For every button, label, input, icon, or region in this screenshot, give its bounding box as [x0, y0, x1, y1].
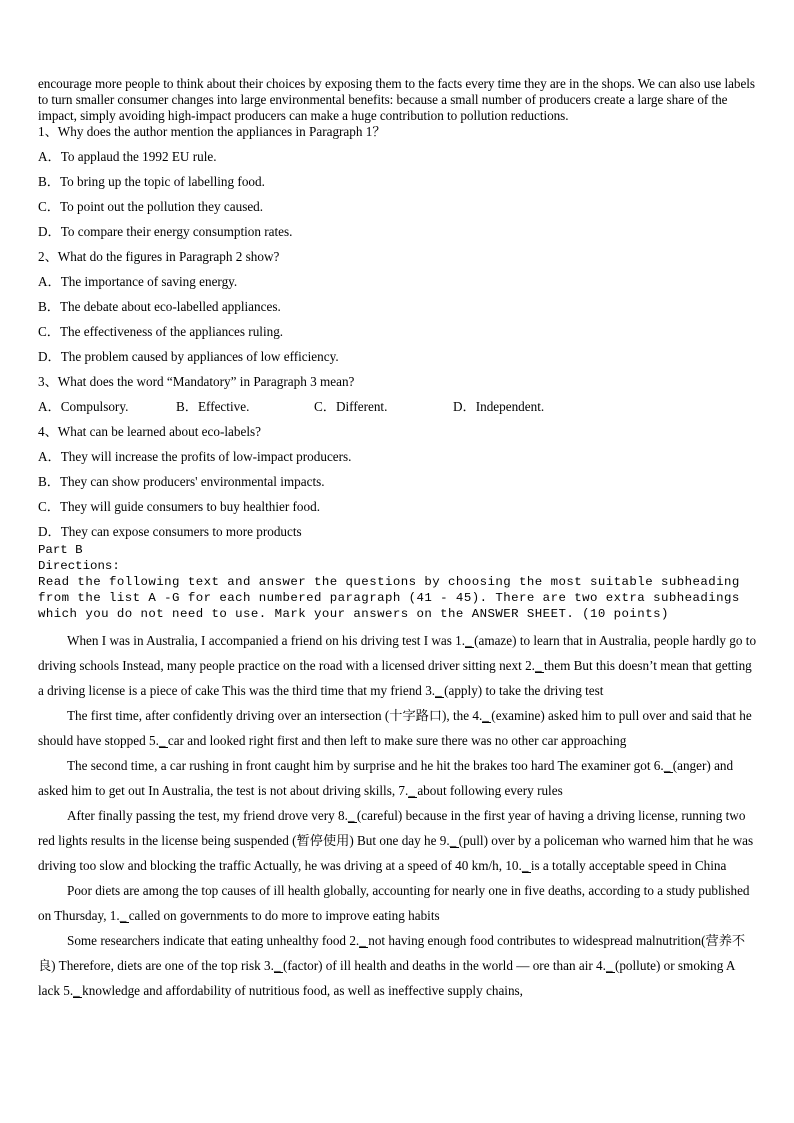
- option-c[interactable]: C．Different.: [314, 399, 388, 414]
- directions-label: Directions:: [38, 559, 120, 573]
- option-d[interactable]: D．The problem caused by appliances of low efficiency.: [38, 349, 339, 364]
- passage-paragraph: When I was in Australia, I accompanied a friend on his driving test I was 1._ (amaze) to learn that in Australia, people hardly go to driving schools Instead, many people practice on the road with a licensed driver sitting next 2._ them But this doesn’t mean that getting a driving license is a piece of cake This was the third time that my friend 3._ (apply) to take the driving test: [38, 633, 757, 698]
- answer-blank[interactable]: _: [159, 734, 168, 748]
- option-a[interactable]: A．Compulsory.: [38, 399, 129, 414]
- option-d[interactable]: D．To compare their energy consumption rates.: [38, 224, 293, 239]
- part-b-title: Part B: [38, 543, 83, 557]
- options-row: [38, 399, 758, 424]
- option-d[interactable]: D．Independent.: [453, 399, 545, 414]
- passage-paragraph: The first time, after confidently driving over an intersection (十字路口), the 4._ (examine) asked him to pull over and said that he should have stopped 5._ car and looked right first and then left to make sure there was no other car approaching: [38, 708, 752, 748]
- option-b[interactable]: B．They can show producers' environmental impacts.: [38, 474, 325, 489]
- intro-text: encourage more people to think about their choices by exposing them to the facts every time they are in the shops. We can also use labels to turn smaller consumer changes into large environmental benefits: because a small number of producers create a large share of the impact, simply avoiding high-impact producers can make a huge contribution to pollution reductions.: [38, 76, 755, 123]
- option-b[interactable]: B．The debate about eco-labelled appliances.: [38, 299, 281, 314]
- option-c[interactable]: C．The effectiveness of the appliances ruling.: [38, 324, 284, 339]
- answer-blank[interactable]: _: [120, 909, 129, 923]
- option-b[interactable]: B．To bring up the topic of labelling food.: [38, 174, 265, 189]
- document-page: [38, 76, 758, 1003]
- option-a[interactable]: A．To applaud the 1992 EU rule.: [38, 149, 217, 164]
- intro-paragraph: [38, 76, 758, 124]
- option-c[interactable]: C．They will guide consumers to buy healthier food.: [38, 499, 321, 514]
- question-stem: 3、What does the word “Mandatory” in Paragraph 3 mean?: [38, 374, 355, 389]
- answer-blank[interactable]: _: [664, 759, 673, 773]
- option-a[interactable]: A．The importance of saving energy.: [38, 274, 238, 289]
- question-2: [38, 249, 758, 374]
- passage-paragraph: Some researchers indicate that eating unhealthy food 2._ not having enough food contributes to widespread malnutrition(营养不良) Therefore, diets are one of the top risk 3._ (factor) of ill health and deaths in the world — ore than air 4._ (pollute) or smoking A lack 5._ knowledge and affordability of nutritious food, as well as ineffective supply chains,: [38, 933, 746, 998]
- part-b-section: [38, 542, 758, 622]
- passage-paragraph: After finally passing the test, my friend drove very 8._ (careful) because in the first year of having a driving license, running two red lights results in the license being suspended (暂停使用) But one day he 9._ (pull) over by a policeman who warned him that he was driving too slow and blocking the traffic Actually, he was driving at a speed of 40 km/h, 10._ is a totally acceptable speed in China: [38, 808, 754, 873]
- question-4: [38, 424, 758, 540]
- question-1: [38, 124, 758, 249]
- option-b[interactable]: B．Effective.: [176, 399, 250, 414]
- passage-paragraph: Poor diets are among the top causes of ill health globally, accounting for nearly one in five deaths, according to a study published on Thursday, 1._ called on governments to do more to improve eating habits: [38, 883, 750, 923]
- answer-blank[interactable]: _: [522, 859, 531, 873]
- directions-text: Read the following text and answer the questions by choosing the most suitable subheading from the list A -G for each numbered paragraph (41 - 45). There are two extra subheadings which you do not need to use. Mark your answers on the ANSWER SHEET. (10 points): [38, 575, 740, 621]
- answer-blank[interactable]: _: [482, 709, 491, 723]
- question-stem: 4、What can be learned about eco-labels?: [38, 424, 261, 439]
- option-d[interactable]: D．They can expose consumers to more products: [38, 524, 302, 539]
- answer-blank[interactable]: _: [73, 984, 82, 998]
- option-a[interactable]: A．They will increase the profits of low-impact producers.: [38, 449, 352, 464]
- answer-blank[interactable]: _: [408, 784, 417, 798]
- answer-blank[interactable]: _: [348, 809, 357, 823]
- passage-paragraph: The second time, a car rushing in front caught him by surprise and he hit the brakes too hard The examiner got 6._ (anger) and asked him to get out In Australia, the test is not about driving skills, 7._ about following every rules: [38, 758, 734, 798]
- answer-blank[interactable]: _: [535, 659, 544, 673]
- answer-blank[interactable]: _: [435, 684, 444, 698]
- question-stem: 2、What do the figures in Paragraph 2 show?: [38, 249, 280, 264]
- answer-blank[interactable]: _: [465, 634, 474, 648]
- answer-blank[interactable]: _: [274, 959, 283, 973]
- option-c[interactable]: C．To point out the pollution they caused.: [38, 199, 264, 214]
- question-3: [38, 374, 758, 424]
- answer-blank[interactable]: _: [359, 934, 368, 948]
- question-stem: 1、Why does the author mention the appliances in Paragraph 1？: [38, 124, 386, 139]
- answer-blank[interactable]: _: [450, 834, 459, 848]
- answer-blank[interactable]: _: [606, 959, 615, 973]
